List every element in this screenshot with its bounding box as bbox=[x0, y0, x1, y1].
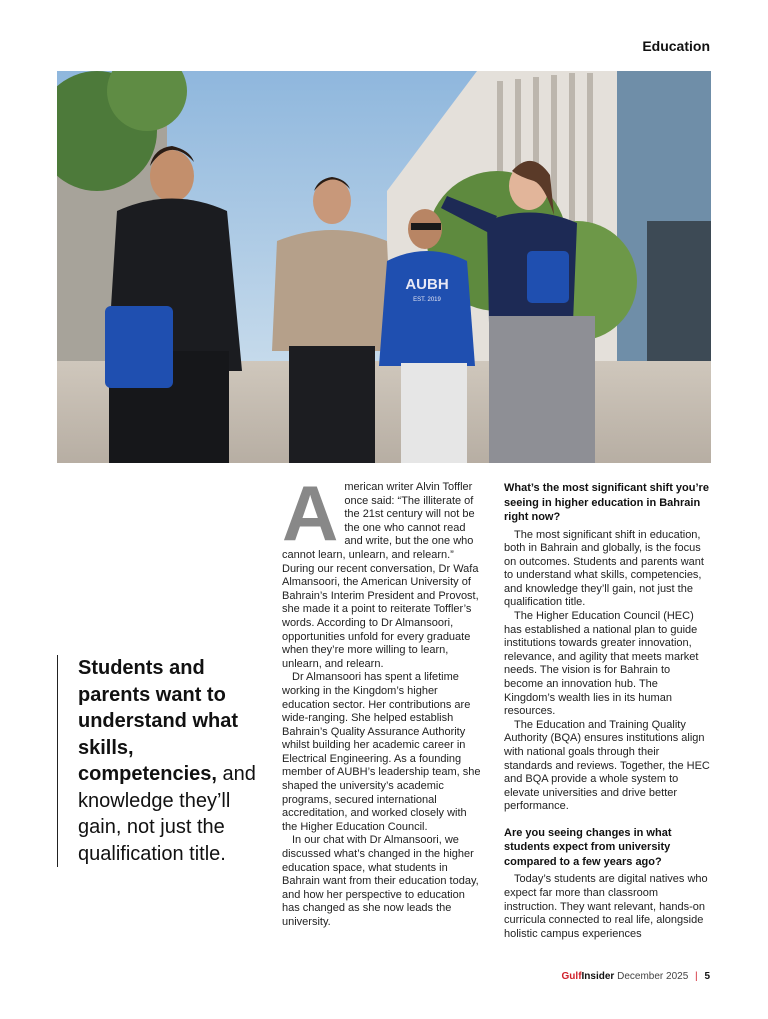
article-column-2 bbox=[504, 481, 710, 941]
footer-separator: | bbox=[695, 971, 698, 982]
pull-quote-bold: Students and parents want to understand what skills, competencies, bbox=[78, 657, 239, 785]
pull-quote-regular: and knowledge they’ll gain, not just the qualification title. bbox=[78, 763, 256, 865]
article-paragraph: The Education and Training Quality Authority (BQA) ensures institutions align with national goals through their standards and reviews. Together, the HEC and BQA provide a whole system to elevate universities and drive better performance. bbox=[504, 718, 710, 813]
page-number: 5 bbox=[704, 971, 710, 982]
pull-quote bbox=[57, 655, 268, 867]
hoodie-text: AUBH bbox=[405, 276, 449, 293]
article-paragraph: American writer Alvin Toffler once said: “The illiterate of the 21st century will not be the one who cannot read and write, but the one who cannot learn, unlearn, and relearn.” During our recent conversation, Dr Wafa Almansoori, the American University of Bahrain’s Interim President and Provost, she made it a point to reiterate Toffler’s words. According to Dr Almansoori, opportunities unfold for every graduate when they’re more willing to learn, unlearn, and relearn. bbox=[282, 469, 479, 670]
page-footer bbox=[562, 971, 710, 982]
section-label: Education bbox=[642, 38, 710, 54]
article-paragraph: Today’s students are digital natives who expect far more than classroom instruction. They want relevant, hands-on curricula connected to real life, alongside holistic campus experiences bbox=[504, 873, 708, 940]
brand-insider: Insider bbox=[581, 971, 615, 982]
brand-gulf: Gulf bbox=[561, 971, 582, 982]
article-paragraph: Dr Almansoori has spent a lifetime working in the Kingdom’s higher education sector. Her contributions are wide-ranging. She helped establish Bahrain’s Quality Assurance Authority whilst building her academic career in Electrical Engineering. As a founding member of AUBH’s leadership team, she shaped the university’s academic programs, secured international accreditation, and worked closely with the Higher Education Council. bbox=[282, 671, 481, 833]
drop-cap: A bbox=[282, 469, 339, 557]
hero-photo bbox=[57, 71, 711, 463]
article-paragraph: In our chat with Dr Almansoori, we discussed what’s changed in the higher education space, what students in Bahrain want from their education today, and how her perspective to education has changed as she now leads the university. bbox=[282, 834, 479, 928]
article-paragraph: The most significant shift in education, both in Bahrain and globally, is the focus on outcomes. Students and parents want to understand what skills, competencies, and knowledge they’ll gain, not just the qualification title. bbox=[504, 528, 704, 609]
article-column-1 bbox=[282, 469, 482, 930]
hoodie-subtext: EST. 2019 bbox=[413, 297, 441, 303]
interview-question-2: Are you seeing changes in what students expect from university compared to a few years ago? bbox=[504, 826, 672, 868]
interview-question-1: What’s the most significant shift you’re seeing in higher education in Bahrain right now? bbox=[504, 482, 709, 523]
issue-date: December 2025 bbox=[617, 971, 689, 982]
article-paragraph: The Higher Education Council (HEC) has established a national plan to guide institutions towards greater innovation, relevance, and agility that meets market needs. The vision is for Bahrain to become an innovation hub. The Kingdom’s wealth lies in its human resources. bbox=[504, 610, 699, 718]
